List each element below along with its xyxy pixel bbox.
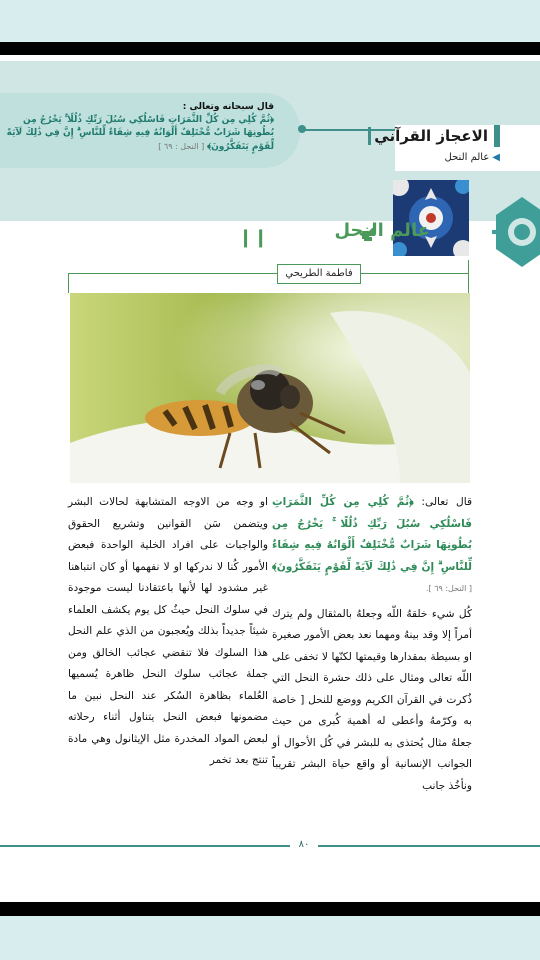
magazine-page [0,55,540,903]
body-verse: ﴿ثُمَّ كُلِي مِن كُلِّ الثَّمَرَاتِ فَاسْلُكِي سُبُلَ رَبِّكِ ذُلُلًا ۚ يَخْرُجُ مِن بُطُونِهَا شَرَابٌ مُّخْتَلِفٌ أَلْوَانُهُ فِيهِ شِفَاءٌ لِّلنَّاسِ ۗ إِنَّ فِي ذَٰلِكَ لَآيَةً لِّقَوْمٍ يَتَفَكَّرُونَ﴾ [272,496,472,573]
body-intro: قال تعالى: [413,496,473,508]
body-column-right [272,492,472,797]
article-title-text: عالم النحل [334,220,430,241]
bottom-black-strip [0,902,540,916]
frame-line-top-right [358,273,468,274]
article-title [334,220,430,241]
page-number: ٨٠ [290,837,318,853]
triangle-left-icon: ◀ [492,152,500,163]
verse-box [0,93,300,168]
mosaic-tile-image [393,180,469,256]
subsection-label [445,152,500,163]
author-label: فاطمة الطريحي [277,264,361,284]
body-verse-ref: [ النحل: ٦٩ ]. [425,584,472,593]
bottom-bar [0,916,540,960]
verse-quote: ﴿ثُمَّ كُلِي مِن كُلِّ الثَّمَرَاتِ فَاسْلُكِي سُبُلَ رَبِّكِ ذُلُلًا ۚ يَخْرُجُ مِن بُطُونِهَا شَرَابٌ مُّخْتَلِفٌ أَلْوَانُهُ فِيهِ شِفَاءٌ لِّلنَّاسِ ۗ إِنَّ فِي ذَٰلِكَ لَآيَةً لِّقَوْمٍ يَتَفَكَّرُونَ﴾ [6,115,274,152]
bee-photo [70,293,470,483]
frame-line-top [68,273,278,274]
subsection-text: عالم النحل [444,152,490,163]
double-bar-icon: ❙❙ [238,227,269,248]
arrow-down-left-icon [356,225,378,247]
footer-rule [0,845,540,847]
verse-ref: [ النحل : ٦٩ ] [158,142,205,151]
body-paragraph-left: او وجه من الاوجه المتشابهة لحالات البشر ويتضمن سَن القوانين وتشريع الحقوق والواجبات على افراد الخلية الواحدة فبعض الأمور كُنا لا ندركها او لا نفهمها أو كان انتباهنا غير مشدود لها لأنها باعتقادنا ليست موجودة في سلوك النحل حيثُ كل يوم يكشف العلماء شيئاً جديداً بذلك ويُعجبون من الذي علم النحل هذا السلوك فلا تنقضي عجائب الخالق ومن جملة عجائب سلوك النحل ظاهرة يُسميها العُلماء بظاهرة السُكر عند النحل نبين ما مضمونها فبعض النحل يتناول أثناء رحلاته لبعض المواد المخدرة مثل الإيثانول وهي مادة تنتج بعد تخمر [68,496,268,766]
section-title: الاعجاز القرآني [374,125,500,147]
body-paragraph-right: كُل شيء خلقهُ اللّه وجعلهُ بالمثقال ولم يترك أمراً إلا وقد بينهُ ومهما نعد بعض الأمور صغيرة او بسيطة بمقدارها وقيمتها لكنّها لا تخفى على اللّه تعالى ومثال على ذلك حشرة النحل التي ذُكرت في القرآن الكريم ووضع للنحل [ خاصة به وكرّمهُ وأعطى له أهمية كُبرى من حيث جعلهُ مثال يُحتذى به للبشر في كُل الأحوال أو الجوانب الإنسانية أو واقع حياة البشر تقريباً ونأخُذ جانب [272,607,472,792]
verse-intro: قال سبحانه وتعالى : [182,102,274,112]
top-black-strip [0,42,540,55]
body-column-left [68,492,268,772]
frame-line-left [68,273,69,293]
ornament-emblem [492,195,540,269]
frame-line-right [468,260,469,293]
verse-text [4,101,274,154]
